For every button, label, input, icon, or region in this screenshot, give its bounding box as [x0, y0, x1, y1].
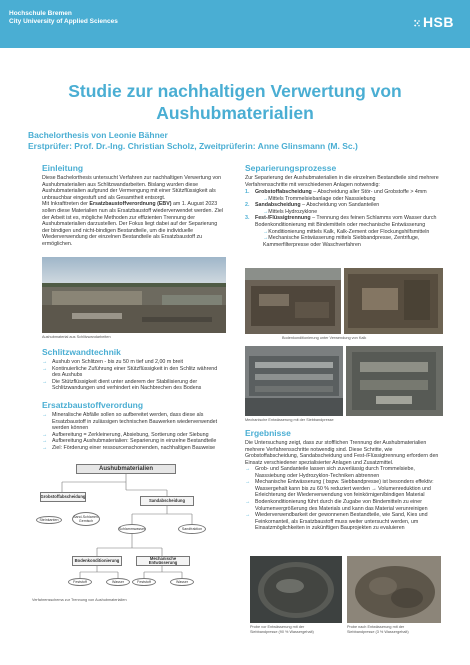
step-item [245, 202, 445, 215]
photo-aushubmaterial [42, 257, 226, 333]
node-sandabscheidung: Sandabscheidung [140, 496, 194, 506]
step-number: 3. [245, 215, 250, 222]
node-wasser-1: Wasser [106, 578, 130, 586]
heading-separierung: Separierungsprozesse [245, 163, 337, 173]
heading-ergebnisse: Ergebnisse [245, 428, 291, 438]
schlitzwand-list [42, 359, 226, 392]
einleitung-p2-pre: Mit Inkrafttreten der [42, 201, 90, 208]
photo-probe-vor [250, 556, 342, 623]
university-name [9, 10, 118, 26]
node-sand-schlamm: Sand-Schlamm-Gemisch [72, 512, 100, 526]
list-item: → Wiederverwendbarkeit der gewonnenen Bestandteile, wie Sand, Kies und Feinkornanteil, als Ersatzbaustoff muss weiter untersucht werden, um Einsatzmöglichkeiten in zukünftigen Bauprojekten zu evaluieren [245, 512, 445, 532]
node-mechanische-entwaesserung: Mechanische Entwässerung [136, 556, 190, 566]
photo-oben-links [245, 268, 341, 334]
caption-probe-vor-line-2: Siebbandpresse (90 % Wassergehalt) [250, 629, 314, 634]
step-sub: → Mittels Trommelsiebanlage oder Nasssiebung [255, 196, 445, 203]
author-block [28, 130, 358, 152]
list-item: → Aushub von Schlitzen - bis zu 50 m tief und 2,00 m breit [42, 359, 226, 366]
title-line-1: Studie zur nachhaltigen Verwertung von [68, 81, 402, 101]
caption-aushubmaterial: Aushubmaterial aus Schlitzwandarbeiten [42, 335, 111, 339]
step-number: 1. [245, 189, 250, 195]
list-item: → Bodenkonditionierung führt durch die Zugabe von Bindemitteln zu einer Volumenvergrößerung des Materials und kann das Material verunreinigen [245, 499, 445, 512]
step-number: 2. [245, 202, 250, 209]
node-steinkanten: Steinkanten [36, 516, 62, 524]
ergebnisse-intro: Die Untersuchung zeigt, dass zur stofflichen Trennung der Aushubmaterialien mehrere Verfahrensschritte notwendig sind. Diese Schritte, wie Grobstoffabscheidung, Sandabscheidung und Fest-/Flüssigtrennung erfordern den Einsatz verschiedener spezialisierter Anlagen und Zusatzmittel. [245, 440, 439, 466]
caption-probe-nach-line-1: Probe nach Entwässerung mit der [347, 625, 405, 629]
caption-siebbandpresse: Mechanische Entwässerung mit der Siebbandpresse [245, 418, 334, 422]
photo-oben-rechts [344, 268, 443, 334]
node-grobstoffabscheidung: Grobstoffabscheidung [40, 492, 86, 502]
einleitung-p2-bold: Ersatzbaustoffverordnung (EBV) [89, 201, 172, 208]
ergebnisse-list [245, 466, 445, 532]
node-aushubmaterialien: Aushubmaterialien [76, 464, 176, 474]
step-title: Sandabscheidung [255, 202, 301, 209]
node-wasser-2: Wasser [170, 578, 194, 586]
list-item: → Mechanische Entwässerung ( bspw. Siebbandpresse) ist besonders effektiv: Wassergehalt kann bis zu 60 % reduziert werden → Volumenreduktion und Erleichterung der Wiederverwendung von feinkörnigen/bindigen Material [245, 479, 445, 499]
step-sub: → Konditionierung mittels Kalk, Kalk-Zement oder Flockungshilfsmitteln [255, 229, 445, 236]
heading-einleitung: Einleitung [42, 163, 84, 173]
step-item [245, 215, 445, 248]
einleitung-p2-post: am 1. August 2023 sollen diese Materialien nun als Ersatzbaustoff wiederverwendet werden. Ziel der Arbeit ist es, mögliche Methoden zur effizienten Trennung der Aushubmaterialien darzustellen. Der Fokus liegt dabei auf der Separierung der bindigen und nicht-bindigen Bestandteile, um die individuelle Wiederverwendung der einzelnen Bestandteile als Ersatzbaustoff zu ermöglichen. [42, 201, 223, 247]
university-line-1: Hochschule Bremen [9, 10, 72, 17]
ersatzbau-list [42, 412, 226, 452]
node-feststoff-1: Feststoff [68, 578, 92, 586]
hsb-logo-text: HSB [422, 14, 454, 30]
heading-schlitzwand: Schlitzwandtechnik [42, 347, 121, 357]
process-diagram [32, 452, 220, 594]
list-item: → Aufbereitung = Zerkleinerung, Absiebung, Sortierung oder Siebung [42, 432, 226, 439]
list-item: → Kontinuierliche Zuführung einer Stützflüssigkeit in den Schlitz während des Aushubs [42, 366, 226, 379]
step-title: Grobstoffabscheidung [255, 189, 312, 195]
list-item: → Die Stützflüssigkeit dient unter anderem der Stabilisierung der Schlitzwandungen und verhindert ein Nachbrechen des Bodens [42, 379, 226, 392]
examiners: Erstprüfer: Prof. Dr.-Ing. Christian Scholz, Zweitprüferin: Anne Glinsmann (M. Sc.) [28, 141, 358, 151]
header-band [0, 0, 470, 48]
step-sub: → Mittels Hydrozyklone [255, 209, 445, 216]
poster-title [0, 80, 470, 124]
node-sandfraktion: Sandfraktion [178, 524, 206, 534]
step-title: Fest-/Flüssigtrennung [255, 215, 311, 222]
caption-probe-vor-line-1: Probe vor Entwässerung mit der [250, 625, 305, 629]
caption-probe-nach-line-2: Siebbandpresse (3 % Wassergehalt) [347, 629, 409, 634]
university-line-2: City University of Applied Sciences [9, 18, 118, 25]
caption-diagram: Verfahrensschema zur Trennung von Aushubmaterialien [32, 598, 127, 602]
caption-probe-nach [347, 625, 441, 634]
step-sub: → Mechanische Entwässerung mittels Siebbandpresse, Zentrifuge, Kammerfilterpresse oder Waschverfahren [255, 235, 445, 248]
list-item: → Ziel: Förderung einer ressourcenschonenden, nachhaltigen Bauweise [42, 445, 226, 452]
step-text: – Trennung des feinen Schlamms vom Wasser durch Bodenkonditionierung mit Bindemitteln oder mechanische Entwässerung [255, 215, 437, 228]
node-schlammwasser: Schlammwasser [118, 524, 146, 534]
title-line-2: Aushubmaterialien [156, 103, 314, 123]
separierung-steps [245, 189, 445, 248]
caption-bodenkonditionierung: Bodenkonditionierung unter Verwendung von Kalk [282, 336, 367, 340]
list-item: → Grob- und Sandanteile lassen sich zuverlässig durch Trommelsiebe, Nasssiebung oder Hydrozyklon-Techniken abtrennen [245, 466, 445, 479]
photo-probe-nach [347, 556, 441, 623]
photo-siebbandpresse-2 [346, 346, 443, 416]
step-text: – Abscheidung von Sandanteilen [300, 202, 380, 209]
node-bodenkonditionierung: Bodenkonditionierung [72, 556, 122, 566]
photo-siebbandpresse-1 [245, 346, 343, 416]
step-text: – Abscheidung aller Stör- und Grobstoffe > 4mm [311, 189, 427, 195]
thesis-author: Bachelorthesis von Leonie Bähner [28, 130, 168, 140]
list-item: → Aufbereitung Aushubmaterialien: Separierung in einzelne Bestandteile [42, 438, 226, 445]
caption-probe-vor [250, 625, 342, 634]
node-feststoff-2: Feststoff [132, 578, 156, 586]
einleitung-p1: Diese Bachelorthesis untersucht Verfahren zur nachhaltigen Verwertung von Aushubmaterialien aus Schlitzwandarbeiten. Bislang wurden diese Aushubmaterialien aufgrund der Vermengung mit einer Stützflüssigkeit als unbrauchbar eingestuft und als Gesamtheit entsorgt. [42, 175, 222, 201]
separierung-intro: Zur Separierung der Aushubmaterialien in die einzelnen Bestandteile sind mehrere Verfahrensschritte mit verschiedenen Anlagen notwendig: [245, 175, 439, 188]
heading-ersatzbaustoff: Ersatzbaustoffverordung [42, 400, 144, 410]
step-item [245, 189, 445, 202]
einleitung-text [42, 175, 226, 248]
list-item: → Mineralische Abfälle sollen so aufbereitet werden, dass diese als Ersatzbaustoff in zulässigen technischen Bauwerken wiederverwendet werden können [42, 412, 226, 432]
